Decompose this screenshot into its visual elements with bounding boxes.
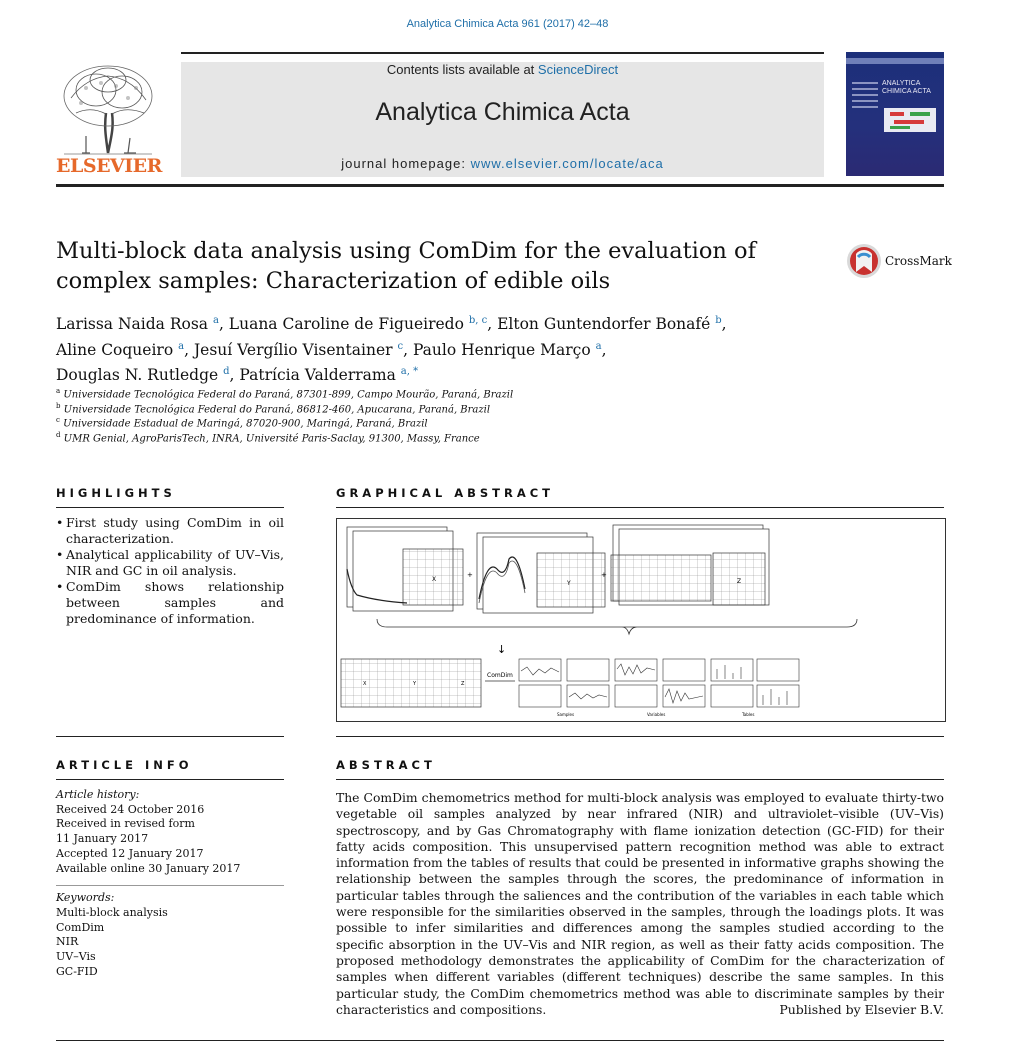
abstract-top-rule [336,736,944,737]
cover-top-strip [846,58,944,64]
plus-sign: + [467,571,473,579]
journal-name: Analytica Chimica Acta [375,98,630,126]
header-rule-top [181,52,824,54]
author-name[interactable]: Larissa Naida Rosa [56,315,209,334]
abstract-rule [336,779,944,780]
author-affil-ref[interactable]: d [223,366,230,378]
history-line: Received in revised form [56,817,195,831]
history-line: Available online 30 January 2017 [56,861,241,875]
affiliation-text: Universidade Tecnológica Federal do Paraná, 87301-899, Campo Mourão, Paraná, Brazil [63,389,514,401]
author-name[interactable]: Patrícia Valderrama [239,366,396,385]
elsevier-wordmark[interactable]: ELSEVIER [56,155,162,177]
author-name[interactable]: Aline Coqueiro [56,340,174,359]
cover-graphic [882,106,938,134]
history-line: Received 24 October 2016 [56,802,205,816]
graphical-abstract-figure[interactable] [336,518,946,722]
graphical-abstract-diagram [337,519,945,721]
affiliation [56,387,513,400]
graphical-abstract-heading: GRAPHICAL ABSTRACT [336,486,555,500]
affiliation-key: d [56,431,61,439]
concatenated-table [341,659,481,707]
author-name[interactable]: Luana Caroline de Figueiredo [228,315,464,334]
block-z-label: Z [737,578,742,585]
author-name[interactable]: Jesuí Vergílio Visentainer [193,340,393,359]
plus-sign: + [601,571,607,579]
author-affil-ref[interactable]: c [397,340,404,352]
article-info-heading: ARTICLE INFO [56,758,193,772]
author-affil-ref[interactable]: a [212,315,219,326]
article-info-block [56,788,284,979]
affiliation [56,431,480,444]
footer-rule [56,1040,944,1041]
highlight-item: • Analytical applicability of UV–Vis, NIR and GC in oil analysis. [56,547,284,579]
highlight-item: • First study using ComDim in oil characterization. [56,515,284,547]
keyword: UV–Vis [56,950,96,964]
axis-label-tables: Tables [742,712,755,717]
author-affil-ref[interactable]: a, * [400,366,419,378]
published-by: Published by Elsevier B.V. [779,1002,944,1017]
cover-side-text [852,82,878,112]
concat-z-label: Z [461,681,465,687]
keyword: GC-FID [56,964,98,978]
sciencedirect-link[interactable]: ScienceDirect [537,62,619,77]
crossmark-label: CrossMark [885,254,952,268]
author-name[interactable]: Elton Guntendorfer Bonafé [497,315,711,334]
keywords-divider [56,885,284,886]
abstract-text: The ComDim chemometrics method for multi-block analysis was employed to evaluate thirty-two vegetable oil samples analyzed by near infrared (NIR) and ultraviolet–visible (UV–Vis) spectroscopy, and by Gas Chromatography with flame ionization detection (GC-FID) for their fatty acids composition. This unsupervised pattern recognition method was able to extract information from the tables of results that could be presented in informative graphs showing the relationship between the samples through the scores, the predominance of information in particular tables through the saliences and the contribution of the variables in each table which were responsible for the similarities observed in the samples, through the loadings plots. It was possible to infer similarities and differences among the samples studied according to the specific absorption in the UV–Vis and NIR region, as well as their fatty acids composition. The proposed methodology demonstrates the applicability of ComDim for the characterization of samples when different variables (different techniques) describe the same samples. In this particular study, the ComDim chemometrics method was able to discriminate samples by their characteristics and compositions. [336,791,944,1017]
highlights-heading: HIGHLIGHTS [56,486,176,500]
article-info-top-rule [56,736,284,737]
graphical-abstract-rule [336,507,944,508]
affiliation-text: Universidade Tecnológica Federal do Paraná, 86812-460, Apucarana, Paraná, Brazil [63,404,491,416]
journal-homepage [181,156,824,171]
highlights-rule [56,507,284,508]
author-name[interactable]: Paulo Henrique Março [412,340,591,359]
author-affil-ref[interactable]: b [715,315,722,326]
homepage-link[interactable]: www.elsevier.com/locate/aca [470,156,664,171]
affiliation-key: a [56,387,61,395]
history-label: Article history: [56,788,140,801]
history-line: Accepted 12 January 2017 [56,846,204,860]
block-y-label: Y [567,580,571,587]
highlight-item: • ComDim shows relationship between samples and predominance of information. [56,579,284,627]
journal-citation[interactable]: Analytica Chimica Acta 961 (2017) 42–48 [406,18,609,30]
cover-title: ANALYTICA CHIMICA ACTA [882,80,931,95]
affiliation-text: Universidade Estadual de Maringá, 87020-900, Maringá, Paraná, Brazil [63,418,428,430]
crossmark-badge[interactable] [845,242,952,280]
keywords-label: Keywords: [56,891,115,905]
article-title: Multi-block data analysis using ComDim for the evaluation of complex samples: Characterization of edible oils [56,238,756,294]
author-affil-ref[interactable]: b, c [468,315,488,326]
abstract-heading: ABSTRACT [336,758,436,772]
journal-cover-image[interactable] [846,52,944,176]
crossmark-icon [845,242,883,280]
author-name[interactable]: Douglas N. Rutledge [56,366,219,385]
homepage-prefix: journal homepage: [341,156,471,171]
keyword: ComDim [56,920,105,934]
concat-y-label: Y [413,681,417,687]
block-y-stack [477,533,605,613]
author-affil-ref[interactable]: a [595,340,602,352]
author-list: Larissa Naida Rosa $^a$, Luana Caroline de Figueiredo $^{b, c}$, Elton Guntendorfer Bonafé $^b$, Aline Coqueiro $^a$, Jesuí Vergílio Visentainer $^c$, Paulo Henrique Março $^a$, Douglas N. Rutledge $^d$, Patrícia Valderrama $^{a, *}$ [56,315,727,385]
result-plots [519,659,799,707]
header-rule-bottom [56,184,944,187]
axis-label-samples: Samples [557,712,575,717]
keyword: Multi-block analysis [56,905,168,919]
contents-line [181,62,824,77]
block-x-label: X [432,576,437,583]
down-arrow: ↓ [497,643,507,656]
highlights-list [56,515,284,627]
history-line: 11 January 2017 [56,832,149,846]
block-z-stack [611,525,769,605]
affiliation-text: UMR Genial, AgroParisTech, INRA, Université Paris-Saclay, 91300, Massy, France [63,433,480,445]
contents-prefix: Contents lists available at [386,62,538,77]
author-affil-ref[interactable]: a [178,340,185,352]
affiliation [56,416,428,429]
article-info-rule [56,779,284,780]
concat-x-label: X [363,681,367,687]
affiliation-key: b [56,402,61,410]
keyword: NIR [56,935,79,949]
affiliation [56,402,490,415]
block-x-stack [347,527,463,611]
affiliation-key: c [56,416,60,424]
axis-label-variables: Variables [647,712,666,717]
comdim-label: ComDim [487,672,513,679]
